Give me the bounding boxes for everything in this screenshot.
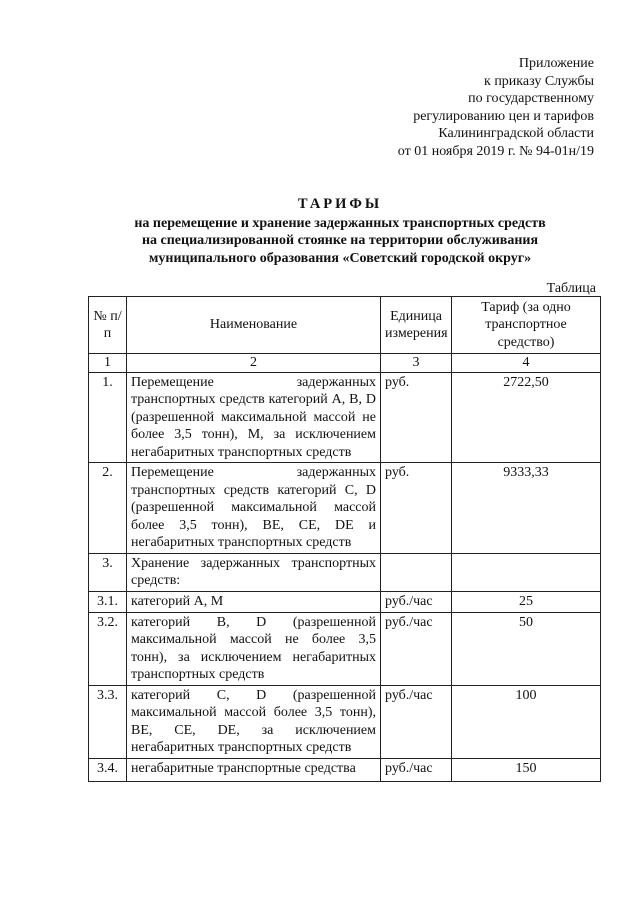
row-price: 2722,50 <box>452 372 601 463</box>
column-number: 4 <box>452 354 601 373</box>
row-unit: руб./час <box>381 758 452 781</box>
row-number: 3.4. <box>89 758 127 781</box>
title-line: на перемещение и хранение задержанных транспортных средств <box>134 215 546 231</box>
row-number: 3.1. <box>89 591 127 612</box>
table-row <box>89 463 601 554</box>
appendix-line: по государственному <box>468 91 594 106</box>
table-row <box>89 612 601 685</box>
column-number: 2 <box>127 354 381 373</box>
table-row <box>89 591 601 612</box>
row-unit: руб./час <box>381 685 452 758</box>
header-unit: Единица измерения <box>381 297 452 354</box>
title-line: на специализированной стоянке на территории обслуживания <box>141 233 539 248</box>
appendix-line: регулированию цен и тарифов <box>413 108 594 124</box>
row-name: Перемещение задержанных транспортных средств категорий A, B, D (разрешенной максимальной массой не более 3,5 тонн), M, за исключением негабаритных транспортных средств <box>127 372 381 463</box>
header-name: Наименование <box>127 297 381 354</box>
row-price: 150 <box>452 758 601 781</box>
title-main: ТАРИФЫ <box>297 196 383 212</box>
table-row <box>89 758 601 781</box>
row-unit: руб. <box>381 372 452 463</box>
column-number: 1 <box>89 354 127 373</box>
row-number: 3. <box>89 553 127 591</box>
document-title <box>60 196 620 267</box>
table-header-row <box>89 297 601 354</box>
row-name: Перемещение задержанных транспортных средств категорий C, D (разрешенной максимальной массой более 3,5 тонн), BE, CE, DE и негабаритных транспортных средств <box>127 463 381 554</box>
column-number-row <box>89 354 601 373</box>
row-price <box>452 553 601 591</box>
row-number: 2. <box>89 463 127 554</box>
appendix-line: от 01 ноября 2019 г. № 94-01н/19 <box>397 143 594 159</box>
row-number: 1. <box>89 372 127 463</box>
header-tariff: Тариф (за одно транспортное средство) <box>452 297 601 354</box>
row-unit: руб./час <box>381 591 452 612</box>
column-number: 3 <box>381 354 452 373</box>
table-row <box>89 553 601 591</box>
row-price: 25 <box>452 591 601 612</box>
row-name: категорий C, D (разрешенной максимальной массой более 3,5 тонн), BE, CE, DE, за исключением негабаритных транспортных средств <box>127 685 381 758</box>
row-name: Хранение задержанных транспортных средств: <box>127 553 381 591</box>
row-name: категорий B, D (разрешенной максимальной массой не более 3,5 тонн), за исключением негабаритных транспортных средств <box>127 612 381 685</box>
row-price: 50 <box>452 612 601 685</box>
row-number: 3.3. <box>89 685 127 758</box>
row-price: 100 <box>452 685 601 758</box>
appendix-line: к приказу Службы <box>484 73 594 89</box>
row-name: категорий A, M <box>127 591 381 612</box>
row-unit: руб./час <box>381 612 452 685</box>
row-number: 3.2. <box>89 612 127 685</box>
appendix-note <box>334 55 594 160</box>
appendix-line: Приложение <box>518 56 594 71</box>
tariffs-table <box>88 296 601 782</box>
table-caption: Таблица <box>546 281 596 296</box>
row-price: 9333,33 <box>452 463 601 554</box>
appendix-line: Калининградской области <box>438 126 594 141</box>
row-unit: руб. <box>381 463 452 554</box>
table-row <box>89 372 601 463</box>
table-row <box>89 685 601 758</box>
header-number: № п/п <box>89 297 127 354</box>
title-line: муниципального образования «Советский городской округ» <box>148 250 532 266</box>
row-name: негабаритные транспортные средства <box>127 758 381 781</box>
row-unit <box>381 553 452 591</box>
